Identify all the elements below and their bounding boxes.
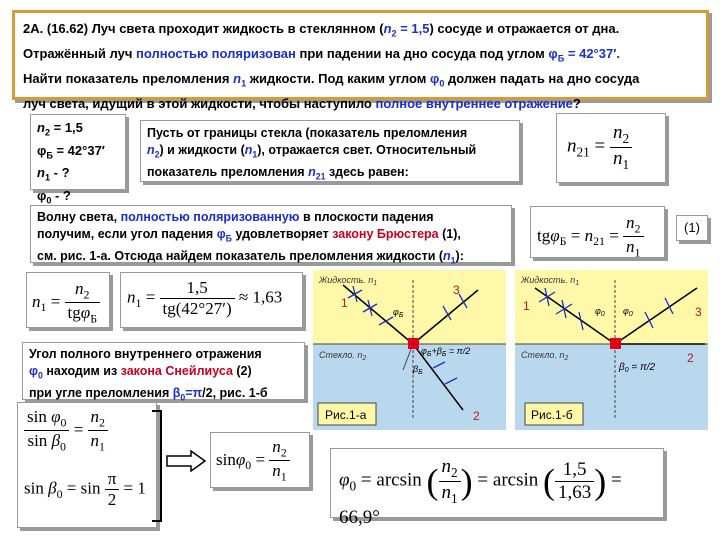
formula-phi0-result: $\varphi_0 = \arcsin$ ( $\frac{n_2}{n_1}$ ) = arcsin ( $\frac{1,5}{1,63}$ ) = 66,9° xyxy=(330,448,664,518)
figure-1a-caption: Рис.1-а xyxy=(325,408,367,422)
glass-label: Стекло. $n_2$ xyxy=(319,350,367,362)
svg-text:φ0: $\varphi_0$ xyxy=(595,306,605,318)
incidence-point xyxy=(408,338,419,349)
svg-text:β0 = π/2: $\beta_0 = \pi/2$ xyxy=(619,362,656,374)
formula-n1-symbolic: $n_1$ = $\frac{n_2}{tg\varphi_Б}$ xyxy=(26,272,110,328)
formula-snell-system: $\frac{\sin \varphi_0}{\sin \beta_0}$ = $\frac{n_2}{n_1}$ $\sin \beta_0 = \sin$ $\frac{\pi}{2}$ = 1 xyxy=(17,402,157,528)
brewster-text: Волну света, полностью поляризованную в плоскости падения получим, если угол падения $\varphi_Б$ удовлетворяет закону Брюстера (1), см. рис. 1-а. Отсюда найдем показатель преломления жидкости $(n_1)$: xyxy=(30,205,512,263)
formula-brewster: $tg\varphi_Б = n_{21}$ = $\frac{n_2}{n_1}$ xyxy=(530,206,665,258)
tir-text: Угол полного внутреннего отражения $\varphi_0$ находим из закона Снейлиуса (2) при угле преломления $\beta_0=\pi/2$, рис. 1-б xyxy=(22,342,305,400)
glass-label: Стекло. $n_2$ xyxy=(521,350,569,362)
ray-2-label: 2 xyxy=(687,351,694,365)
formula-n1-numeric: $n_1$ = $\frac{1,5}{tg(42^\circ 27')}$ ≈ 1,63 xyxy=(120,272,303,328)
formula-sin-phi0: sinφ$_0$ = $\frac{n_2}{n_1}$ xyxy=(210,432,310,488)
problem-number: 2А. xyxy=(23,21,44,36)
figure-1a xyxy=(313,270,506,430)
relative-index-text: Пусть от границы стекла (показатель преломления $n_2$) и жидкости $(n_1)$, отражается свет. Относительный показатель преломления $n_{21}$ здесь равен: xyxy=(140,120,520,182)
ray-1-label: 1 xyxy=(523,299,530,313)
problem-statement: 2А. (16.62) Луч света проходит жидкость в стеклянном $(n_2 = 1,5)$ сосуде и отражается от дна. Отражённый луч полностью поляризован при падении на дно сосуда под углом $\varphi_Б = 42^\circ 37'$. Найти показатель преломления $n_1$ жидкости. Под каким углом $\varphi_0$ должен падать на дно сосуда луч света, идущий в этой жидкости, чтобы наступило полное внутреннее отражение? xyxy=(12,10,709,100)
given-box: $n_2 = 1,5$ $\varphi_Б = 42^\circ 37'$ $n_1$ - ? $\varphi_0$ - ? xyxy=(30,114,126,190)
ray-2-label: 2 xyxy=(473,409,480,423)
system-bracket xyxy=(152,410,162,522)
ray-1-label: 1 xyxy=(341,296,348,310)
formula-n21: $n_{21}$ = $\frac{n_2}{n_1}$ xyxy=(556,113,666,183)
svg-text:φБ+βБ = π/2: $\varphi_Б+\beta_Б = \pi/2$ xyxy=(421,346,471,358)
figure-1b-caption: Рис.1-б xyxy=(531,408,573,422)
ray-3-label: 3 xyxy=(453,283,460,297)
ray-3-label: 3 xyxy=(695,305,702,319)
liquid-label: Жидкость. $n_1$ xyxy=(521,275,580,287)
equation-label-1: (1) xyxy=(676,215,708,241)
incidence-point xyxy=(610,338,621,349)
arrow-icon xyxy=(165,450,207,472)
svg-text:βБ: $\beta_Б$ xyxy=(413,364,423,376)
svg-text:φ0: $\varphi_0$ xyxy=(623,306,633,318)
figure-1b xyxy=(515,270,708,430)
liquid-label: Жидкость. $n_1$ xyxy=(319,275,378,287)
svg-text:φБ: $\varphi_Б$ xyxy=(393,307,404,319)
